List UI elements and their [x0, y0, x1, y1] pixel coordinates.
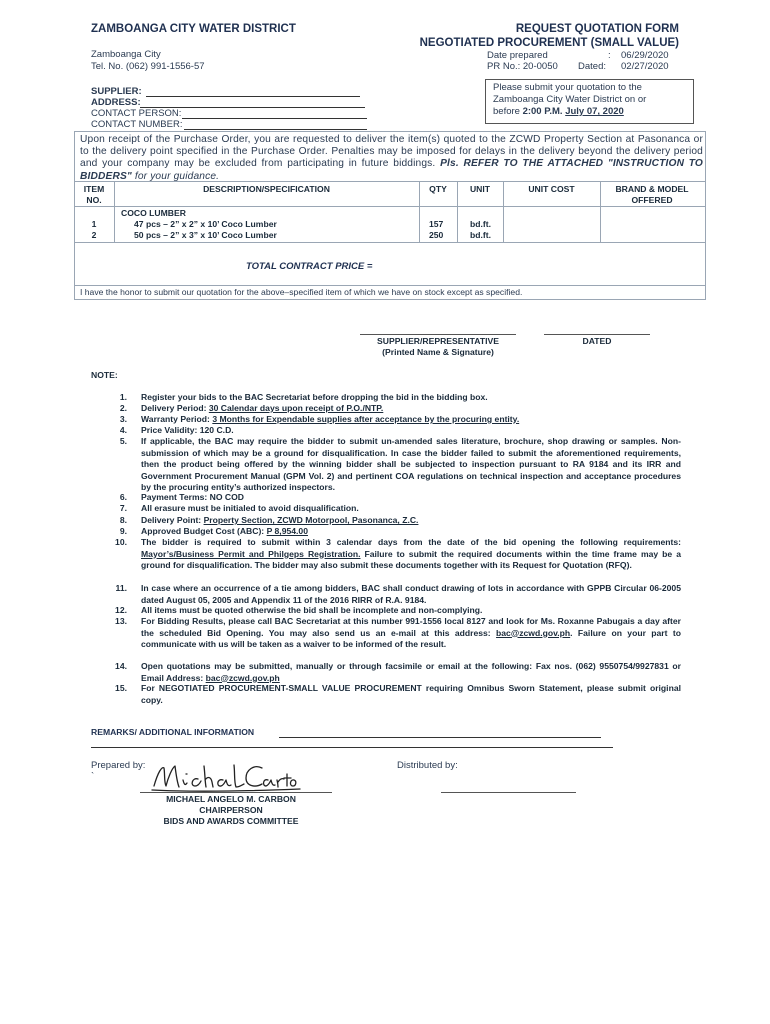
prepared-by-mark: ` [91, 771, 95, 782]
note-number: 11. [115, 583, 127, 593]
row-description: 47 pcs – 2” x 2” x 10’ Coco Lumber [134, 219, 277, 229]
note-number: 7. [119, 503, 127, 513]
total-contract-price-input[interactable] [390, 258, 690, 272]
signature-image [150, 760, 302, 794]
delivery-instructions: Upon receipt of the Purchase Order, you are requested to deliver the item(s) quoted to the ZCWD Property Section at Pasonanca or to the delivery point specified in the Purchase Order. Penalties may be imposed for delays in the delivery beyond the delivery period and your company may be excluded from participating in future biddings. Pls. REFER TO THE ATTACHED "INSTRUCTION TO BIDDERS" for your guidance. [80, 134, 704, 182]
item-group-label: COCO LUMBER [121, 208, 186, 218]
email-link[interactable]: bac@zcwd.gov.ph [496, 627, 571, 638]
remarks-line-2[interactable] [91, 747, 613, 748]
note-number: 8. [119, 515, 127, 525]
note-number: 14. [115, 661, 127, 671]
note-number: 6. [119, 492, 127, 502]
email-link[interactable]: bac@zcwd.gov.ph [205, 672, 280, 683]
address-label: ADDRESS: [91, 97, 141, 108]
row-qty: 157 [429, 219, 444, 229]
pr-number: PR No.: 20-0050 [487, 61, 558, 72]
remarks-line-1[interactable] [279, 737, 601, 738]
notice-line-3: before 2:00 P.M. July 07, 2020 [493, 106, 624, 117]
dated-label: Dated: [578, 61, 606, 72]
printed-name-label: (Printed Name & Signature) [382, 347, 494, 357]
row-unit-cost-input[interactable] [504, 217, 599, 228]
prepared-by-label: Prepared by: [91, 760, 146, 771]
header-item: ITEM [83, 184, 105, 194]
signatory-name: MICHAEL ANGELO M. CARBON [166, 794, 296, 804]
signatory-committee: BIDS AND AWARDS COMMITTEE [163, 816, 299, 826]
row-description: 50 pcs – 2” x 3” x 10’ Coco Lumber [134, 230, 277, 240]
supplier-label: SUPPLIER: [91, 86, 142, 97]
supplier-dated-label: DATED [582, 336, 612, 346]
note-item: Approved Budget Cost (ABC): P 8,954.00 [141, 526, 308, 536]
note-item: For NEGOTIATED PROCUREMENT-SMALL VALUE PROCUREMENT requiring Omnibus Sworn Statement, please submit original copy. [141, 683, 681, 705]
date-prepared-value: 06/29/2020 [621, 50, 669, 61]
contact-number-line[interactable] [184, 129, 367, 130]
date-prepared-label: Date prepared [487, 50, 548, 61]
contact-person-line[interactable] [182, 118, 367, 119]
note-number: 3. [119, 414, 127, 424]
note-number: 15. [115, 683, 127, 693]
note-item: For Bidding Results, please call BAC Secretariat at this number 991-1556 local 8127 and look for Ms. Roxanne Pabugais a day after the scheduled Bid Opening. You may also send us an e-mail at this address: bac@zcwd.gov.ph. Failure on your part to communicate with us will be taken as a waiver to be informed of the result. [141, 616, 681, 650]
header-description: DESCRIPTION/SPECIFICATION [203, 184, 330, 194]
notes-title: NOTE: [91, 370, 118, 380]
distributed-by-signature-line[interactable] [441, 792, 576, 793]
header-unit: UNIT [469, 184, 491, 194]
note-item: Delivery Period: 30 Calendar days upon receipt of P.O./NTP. [141, 403, 384, 413]
note-item: The bidder is required to submit within 3 calendar days from the date of the bid opening the following requirements: Mayor’s/Business Permit and Philgeps Registration. Failure to submit the required documents within the time frame may be a ground for disqualification. The bidder may also submit these documents together with its Request for Quotation (RFQ). [141, 537, 681, 571]
supplier-line[interactable] [146, 96, 360, 97]
org-city: Zamboanga City [91, 49, 161, 60]
note-item: Payment Terms: NO COD [141, 492, 244, 502]
header-brand-offered: OFFERED [631, 195, 673, 205]
supplier-representative-label: SUPPLIER/REPRESENTATIVE [377, 336, 499, 346]
row-unit: bd.ft. [470, 219, 491, 229]
org-name: ZAMBOANGA CITY WATER DISTRICT [91, 23, 296, 35]
supplier-date-line[interactable] [544, 334, 650, 335]
signatory-title: CHAIRPERSON [199, 805, 263, 815]
contact-number-label: CONTACT NUMBER: [91, 119, 183, 130]
note-number: 13. [115, 616, 127, 626]
note-item: All items must be quoted otherwise the bid shall be incomplete and non-complying. [141, 605, 483, 615]
header-qty: QTY [429, 184, 447, 194]
notice-line-2: Zamboanga City Water District on or [493, 94, 647, 105]
row-qty: 250 [429, 230, 444, 240]
table-top-border [74, 181, 706, 182]
row-unit: bd.ft. [470, 230, 491, 240]
remarks-label: REMARKS/ ADDITIONAL INFORMATION [91, 727, 255, 737]
notice-deadline-date: July 07, 2020 [565, 106, 624, 117]
note-item: In case where an occurrence of a tie among bidders, BAC shall conduct drawing of lots in accordance with GPPB Circular 06-2005 dated August 05, 2005 and Appendix 11 of the 2016 RIRR of R.A. 9184. [141, 583, 681, 605]
note-item: Register your bids to the BAC Secretariat before dropping the bid in the bidding box. [141, 392, 488, 402]
row-unit-cost-input[interactable] [504, 228, 599, 239]
note-number: 12. [115, 605, 127, 615]
honor-statement: I have the honor to submit our quotation for the above–specified item of which we have on stock except as specified. [80, 287, 523, 297]
note-number: 4. [119, 425, 127, 435]
note-item: All erasure must be initialed to avoid disqualification. [141, 503, 359, 513]
date-prepared-colon: : [608, 50, 611, 61]
prepared-by-signature-line [140, 792, 332, 793]
header-brand: BRAND & MODEL [615, 184, 689, 194]
header-unit-cost: UNIT COST [528, 184, 575, 194]
note-item: If applicable, the BAC may require the bidder to submit un-amended sales literature, brochure, shop drawing or samples. Non-submission of which may be a ground for disqualification. In case the bidder failed to submit the aforementioned requirements, then the product being offered by the winning bidder shall be subjected to inspection pursuant to RA 9184 and its IRR and Government Procurement Manual (GPM Vol. 2) and pertinent COA regulations on technical inspection and acceptance procedures by the procuring entity’s authorized inspectors. [141, 436, 681, 493]
notice-line-1: Please submit your quotation to the [493, 82, 642, 93]
note-number: 2. [119, 403, 127, 413]
row-brand-input[interactable] [601, 228, 703, 239]
row-brand-input[interactable] [601, 217, 703, 228]
note-item: Warranty Period: 3 Months for Expendable supplies after acceptance by the procuring entity. [141, 414, 520, 424]
supplier-signature-line[interactable] [360, 334, 516, 335]
distributed-by-label: Distributed by: [397, 760, 458, 771]
note-number: 5. [119, 436, 127, 446]
notice-time: 2:00 P.M. [522, 106, 563, 117]
note-item: Delivery Point: Property Section, ZCWD Motorpool, Pasonanca, Z.C. [141, 515, 419, 525]
note-number: 9. [119, 526, 127, 536]
table-total-bottom [74, 285, 706, 286]
header-item-no: NO. [86, 195, 102, 205]
table-header-bottom [74, 206, 706, 207]
note-item: Price Validity: 120 C.D. [141, 425, 234, 435]
org-tel: Tel. No. (062) 991-1556-57 [91, 61, 205, 72]
total-contract-price-label: TOTAL CONTRACT PRICE = [246, 261, 373, 272]
row-item: 1 [91, 219, 97, 229]
row-item: 2 [91, 230, 97, 240]
note-item: Open quotations may be submitted, manually or through facsimile or email at the following: Fax nos. (062) 9550754/9927831 or Email Address: bac@zcwd.gov.ph [141, 661, 681, 683]
form-subtitle: NEGOTIATED PROCUREMENT (SMALL VALUE) [419, 37, 679, 49]
form-title: REQUEST QUOTATION FORM [515, 23, 679, 35]
note-number: 1. [119, 392, 127, 402]
contact-person-label: CONTACT PERSON: [91, 108, 182, 119]
note-number: 10. [115, 537, 127, 547]
dated-value: 02/27/2020 [621, 61, 669, 72]
table-rows-bottom [74, 242, 706, 243]
